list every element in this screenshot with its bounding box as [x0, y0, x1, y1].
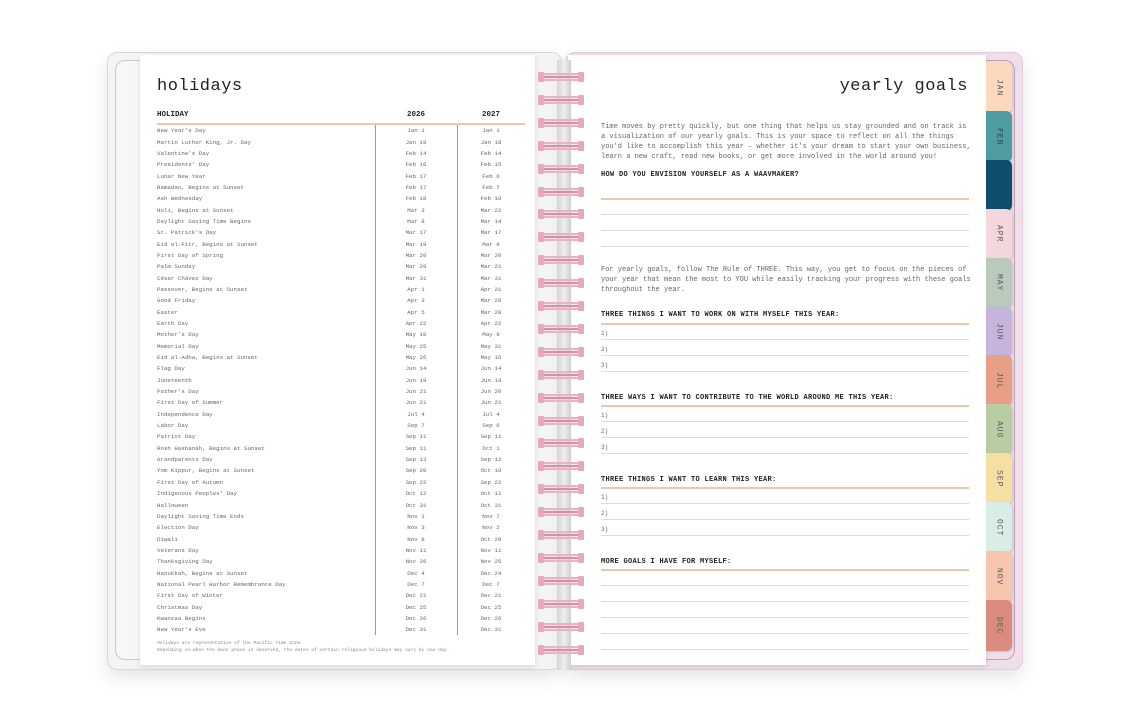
date-2026: Apr 5 [407, 308, 425, 316]
table-row [157, 499, 525, 510]
holidays-table [157, 111, 525, 635]
section-heading-more-goals: MORE GOALS I HAVE FOR MYSELF: [601, 558, 732, 566]
holiday-name: Patriot Day [157, 433, 196, 441]
table-row [157, 272, 525, 283]
goal-line[interactable] [601, 617, 969, 618]
holiday-name: Rosh Hashanah, Begins at Sunset [157, 444, 265, 452]
date-2026: Sep 13 [405, 456, 427, 464]
tab-label: DEC [994, 616, 1004, 635]
date-2026: Feb 18 [405, 195, 427, 203]
date-2026: Apr 22 [405, 320, 427, 328]
holiday-name: First Day of Winter [157, 592, 224, 600]
date-2026: May 25 [405, 342, 427, 350]
goal-line[interactable] [601, 519, 969, 520]
yearly-goals-page [568, 55, 986, 665]
table-row [157, 454, 525, 465]
table-row [157, 386, 525, 397]
spiral-coil [538, 414, 588, 428]
table-row [157, 533, 525, 544]
holiday-name: Veterans Day [157, 546, 199, 554]
tab-aug[interactable] [986, 404, 1012, 455]
date-2027: Sep 6 [482, 422, 500, 430]
date-2026: Jan 1 [407, 127, 425, 135]
table-row [157, 125, 525, 136]
goal-line[interactable] [601, 633, 969, 634]
date-2026: Mar 29 [405, 263, 427, 271]
date-2027: Sep 12 [480, 456, 502, 464]
holiday-name: Kwanzaa Begins [157, 614, 206, 622]
date-2026: Feb 16 [405, 161, 427, 169]
table-row [157, 443, 525, 454]
holiday-name: Valentine's Day [157, 149, 210, 157]
table-row [157, 397, 525, 408]
table-row [157, 307, 525, 318]
table-row [157, 601, 525, 612]
date-2027: Mar 28 [480, 308, 502, 316]
table-row [157, 170, 525, 181]
table-row [157, 136, 525, 147]
holiday-name: Presidents' Day [157, 161, 210, 169]
page-title: yearly goals [839, 77, 968, 96]
table-row [157, 216, 525, 227]
date-2026: Jun 19 [405, 376, 427, 384]
tab-label: NOV [994, 567, 1004, 586]
date-2026: Nov 3 [407, 524, 425, 532]
table-row [157, 193, 525, 204]
date-2026: Apr 1 [407, 285, 425, 293]
table-body [157, 125, 525, 635]
date-2027: Oct 31 [480, 501, 502, 509]
goal-line[interactable] [601, 371, 969, 372]
date-2027: Jun 21 [480, 399, 502, 407]
date-2026: Mar 20 [405, 251, 427, 259]
date-2027: Nov 2 [482, 524, 500, 532]
date-2026: Dec 4 [407, 569, 425, 577]
table-row [157, 318, 525, 329]
date-2027: Dec 24 [480, 569, 502, 577]
spiral-coil [538, 253, 588, 267]
spiral-coil [538, 139, 588, 153]
table-row [157, 250, 525, 261]
footnote: Holidays are representative of the Pacific Time Zone. [157, 641, 304, 646]
date-2027: Dec 25 [480, 603, 502, 611]
date-2027: Oct 11 [480, 490, 502, 498]
date-2027: Nov 11 [480, 546, 502, 554]
holiday-name: Eid al-Adha, Begins at Sunset [157, 354, 258, 362]
tab-mar[interactable] [986, 160, 1012, 211]
spiral-coil [538, 345, 588, 359]
goal-line[interactable] [601, 437, 969, 438]
table-row [157, 204, 525, 215]
tab-jan[interactable] [986, 62, 1012, 113]
date-2026: Feb 17 [405, 172, 427, 180]
table-header [157, 111, 525, 125]
table-row [157, 556, 525, 567]
holiday-name: Eid al-Fitr, Begins at Sunset [157, 240, 258, 248]
table-row [157, 579, 525, 590]
goal-line[interactable] [601, 339, 969, 340]
date-2027: Apr 22 [480, 320, 502, 328]
holiday-name: Ash Wednesday [157, 195, 203, 203]
spiral-coil [538, 482, 588, 496]
date-2027: Nov 25 [480, 558, 502, 566]
section-heading-self: THREE THINGS I WANT TO WORK ON WITH MYSELF THIS YEAR: [601, 311, 840, 319]
table-row [157, 567, 525, 578]
date-2027: Mar 31 [480, 274, 502, 282]
envision-question: HOW DO YOU ENVISION YOURSELF AS A WAAVMAKER? [601, 171, 800, 179]
holiday-name: First Day of Spring [157, 251, 224, 259]
table-row [157, 159, 525, 170]
spiral-coil [538, 93, 588, 107]
spiral-coil [538, 368, 588, 382]
table-row [157, 238, 525, 249]
date-2027: Apr 21 [480, 285, 502, 293]
holiday-name: Ramadan, Begins at Sunset [157, 183, 244, 191]
holiday-name: Christmas Day [157, 603, 203, 611]
date-2027: Feb 10 [480, 195, 502, 203]
intro-text: Time moves by pretty quickly, but one thing that helps us stay grounded and on track is a visualization of our yearly goals. This is your space to reflect on all the things you'd like to accomplish this year – whether it's your dream to start your own business, learn a new craft, read new books, or get more involved in the world around you! [601, 123, 971, 161]
date-2027: Jun 20 [480, 388, 502, 396]
spiral-coil [538, 436, 588, 450]
goal-number: 1) [601, 494, 609, 501]
holiday-name: Hanukkah, Begins at Sunset [157, 569, 248, 577]
holiday-name: Father's Day [157, 388, 199, 396]
date-2027: Dec 21 [480, 592, 502, 600]
date-2027: Feb 6 [482, 172, 500, 180]
goal-line[interactable] [601, 355, 969, 356]
holiday-name: Halloween [157, 501, 189, 509]
column-divider [375, 125, 376, 635]
date-2027: Jun 14 [480, 365, 502, 373]
holidays-page [140, 55, 535, 665]
date-2026: Mar 8 [407, 217, 425, 225]
date-2026: Sep 7 [407, 422, 425, 430]
tab-label: MAY [994, 274, 1004, 292]
goal-number: 2) [601, 346, 609, 353]
date-2027: Oct 10 [480, 467, 502, 475]
date-2026: Jun 21 [405, 399, 427, 407]
goal-line[interactable] [601, 585, 969, 586]
date-2026: Feb 14 [405, 149, 427, 157]
holiday-name: Labor Day [157, 422, 189, 430]
spiral-coil [538, 276, 588, 290]
goal-number: 2) [601, 510, 609, 517]
tab-label: MAR [994, 176, 1004, 194]
table-row [157, 295, 525, 306]
answer-line[interactable] [601, 214, 969, 215]
date-2027: May 9 [482, 331, 500, 339]
tab-label: SEP [994, 469, 1004, 488]
spiral-coil [538, 391, 588, 405]
date-2027: Jan 18 [480, 138, 502, 146]
date-2026: Sep 11 [405, 433, 427, 441]
holiday-name: Easter [157, 308, 178, 316]
goal-number: 2) [601, 428, 609, 435]
date-2027: Dec 31 [480, 626, 502, 634]
date-2027: Mar 14 [480, 217, 502, 225]
date-2026: May 26 [405, 354, 427, 362]
spiral-coil [538, 299, 588, 313]
holiday-name: Martin Luther King, Jr. Day [157, 138, 251, 146]
table-row [157, 409, 525, 420]
table-row [157, 363, 525, 374]
date-2026: Sep 20 [405, 467, 427, 475]
spiral-coil [538, 574, 588, 588]
holiday-name: Yom Kippur, Begins at Sunset [157, 467, 255, 475]
date-2027: Oct 29 [480, 535, 502, 543]
holiday-name: Holi, Begins at Sunset [157, 206, 234, 214]
goal-number: 1) [601, 412, 609, 419]
date-2026: Mar 19 [405, 240, 427, 248]
table-row [157, 590, 525, 601]
column-header-2026: 2026 [406, 111, 425, 119]
date-2026: Sep 22 [405, 478, 427, 486]
tab-sep[interactable] [986, 453, 1012, 504]
tab-label: JUN [994, 323, 1004, 341]
date-2026: Dec 21 [405, 592, 427, 600]
holiday-name: Good Friday [157, 297, 196, 305]
date-2026: Feb 17 [405, 183, 427, 191]
date-2027: Mar 17 [480, 229, 502, 237]
goal-line[interactable] [601, 535, 969, 536]
date-2026: Sep 11 [405, 444, 427, 452]
date-2026: Dec 31 [405, 626, 427, 634]
table-row [157, 613, 525, 624]
date-2027: Mar 20 [480, 251, 502, 259]
holiday-name: St. Patrick's Day [157, 229, 217, 237]
tab-label: APR [994, 225, 1004, 243]
date-2026: Apr 3 [407, 297, 425, 305]
answer-line[interactable] [601, 246, 969, 247]
column-header-2027: 2027 [481, 111, 500, 119]
date-2026: Mar 3 [407, 206, 425, 214]
section-rule [601, 323, 969, 325]
table-row [157, 329, 525, 340]
spiral-coil [538, 643, 588, 657]
holiday-name: National Pearl Harbor Remembrance Day [157, 580, 286, 588]
date-2026: Nov 1 [407, 512, 425, 520]
date-2027: Dec 26 [480, 614, 502, 622]
tab-apr[interactable] [986, 209, 1012, 260]
footnotes [157, 640, 449, 654]
date-2027: Jun 19 [480, 376, 502, 384]
table-row [157, 341, 525, 352]
date-2027: May 16 [480, 354, 502, 362]
column-divider [457, 125, 458, 635]
tab-label: JAN [994, 78, 1004, 97]
table-row [157, 227, 525, 238]
spiral-coil [538, 116, 588, 130]
date-2026: Dec 7 [407, 580, 425, 588]
date-2026: Dec 26 [405, 614, 427, 622]
goal-line[interactable] [601, 503, 969, 504]
date-2026: Jun 14 [405, 365, 427, 373]
holiday-name: New Year's Day [157, 127, 206, 135]
holiday-name: Memorial Day [157, 342, 199, 350]
goal-number: 1) [601, 330, 609, 337]
section-rule [601, 569, 969, 571]
spiral-coil [538, 185, 588, 199]
spiral-coil [538, 207, 588, 221]
date-2026: Oct 12 [405, 490, 427, 498]
table-row [157, 624, 525, 635]
holiday-name: New Year's Eve [157, 626, 206, 634]
section-rule [601, 487, 969, 489]
table-row [157, 261, 525, 272]
spiral-coil [538, 505, 588, 519]
table-row [157, 431, 525, 442]
spiral-coil [538, 230, 588, 244]
date-2027: Sep 22 [480, 478, 502, 486]
holiday-name: Thanksgiving Day [157, 558, 213, 566]
holiday-name: Juneteenth [157, 376, 192, 384]
spiral-coil [538, 162, 588, 176]
spiral-coil [538, 528, 588, 542]
date-2026: Nov 11 [405, 546, 427, 554]
table-row [157, 420, 525, 431]
holiday-name: Election Day [157, 524, 199, 532]
date-2027: Jan 1 [482, 127, 500, 135]
section-heading-learn: THREE THINGS I WANT TO LEARN THIS YEAR: [601, 476, 777, 484]
tab-label: AUG [994, 421, 1004, 439]
goal-line[interactable] [601, 649, 969, 650]
date-2026: Mar 17 [405, 229, 427, 237]
table-row [157, 148, 525, 159]
table-row [157, 465, 525, 476]
footnote: Depending on when the moon phase is observed, the dates of certain religious holidays may vary by one day. [157, 648, 450, 653]
table-row [157, 511, 525, 522]
section-rule [601, 405, 969, 407]
holiday-name: Lunar New Year [157, 172, 206, 180]
tab-label: JUL [994, 372, 1004, 390]
tab-feb[interactable] [986, 111, 1012, 162]
goal-number: 3) [601, 444, 609, 451]
spiral-coil [538, 322, 588, 336]
date-2026: Mar 31 [405, 274, 427, 282]
holiday-name: Indigenous Peoples' Day [157, 490, 238, 498]
date-2027: Oct 1 [482, 444, 500, 452]
date-2026: Jul 4 [407, 410, 425, 418]
tab-oct[interactable] [986, 502, 1012, 553]
date-2027: Nov 7 [482, 512, 500, 520]
date-2027: Mar 22 [480, 206, 502, 214]
date-2027: Jul 4 [482, 410, 500, 418]
holiday-name: César Chávez Day [157, 274, 213, 282]
tab-label: FEB [994, 127, 1004, 146]
spiral-coil [538, 597, 588, 611]
rule-of-three-text: For yearly goals, follow The Rule of THREE. This way, you get to focus on the pieces of your year that mean the most to YOU while easily tracking your progress with these goals throughout the year. [601, 266, 971, 294]
holiday-name: First Day of Autumn [157, 478, 224, 486]
column-header-holiday: HOLIDAY [157, 111, 189, 119]
date-2026: Dec 25 [405, 603, 427, 611]
goal-line[interactable] [601, 421, 969, 422]
holiday-name: Earth Day [157, 320, 189, 328]
holiday-name: Independence Day [157, 410, 213, 418]
tab-may[interactable] [986, 258, 1012, 309]
answer-line[interactable] [601, 230, 969, 231]
table-row [157, 522, 525, 533]
date-2026: Nov 8 [407, 535, 425, 543]
date-2026: Jan 19 [405, 138, 427, 146]
holiday-name: Palm Sunday [157, 263, 196, 271]
tab-jul[interactable] [986, 355, 1012, 406]
date-2027: Mar 9 [482, 240, 500, 248]
date-2027: Feb 7 [482, 183, 500, 191]
table-row [157, 545, 525, 556]
date-2026: May 10 [405, 331, 427, 339]
table-row [157, 182, 525, 193]
spiral-coil [538, 620, 588, 634]
tab-dec[interactable] [986, 600, 1012, 651]
holiday-name: First Day of Summer [157, 399, 224, 407]
table-row [157, 375, 525, 386]
date-2026: Jun 21 [405, 388, 427, 396]
section-heading-contribute: THREE WAYS I WANT TO CONTRIBUTE TO THE WORLD AROUND ME THIS YEAR: [601, 394, 894, 402]
table-row [157, 352, 525, 363]
tab-nov[interactable] [986, 551, 1012, 602]
table-row [157, 284, 525, 295]
table-row [157, 488, 525, 499]
date-2026: Oct 31 [405, 501, 427, 509]
date-2027: Feb 15 [480, 161, 502, 169]
goal-line[interactable] [601, 453, 969, 454]
date-2027: Dec 7 [482, 580, 500, 588]
date-2027: May 31 [480, 342, 502, 350]
goal-line[interactable] [601, 601, 969, 602]
date-2026: Nov 26 [405, 558, 427, 566]
holiday-name: Passover, Begins at Sunset [157, 285, 248, 293]
date-2027: Mar 21 [480, 263, 502, 271]
holiday-name: Flag Day [157, 365, 185, 373]
answer-line[interactable] [601, 198, 969, 200]
tab-jun[interactable] [986, 307, 1012, 358]
holiday-name: Daylight Saving Time Ends [157, 512, 244, 520]
date-2027: Feb 14 [480, 149, 502, 157]
holiday-name: Diwali [157, 535, 178, 543]
goal-number: 3) [601, 362, 609, 369]
page-title: holidays [157, 77, 243, 96]
date-2027: Sep 11 [480, 433, 502, 441]
spiral-coil [538, 551, 588, 565]
holiday-name: Mother's Day [157, 331, 199, 339]
date-2027: Mar 26 [480, 297, 502, 305]
holiday-name: Daylight Saving Time Begins [157, 217, 251, 225]
tab-label: OCT [994, 518, 1004, 537]
goal-number: 3) [601, 526, 609, 533]
holiday-name: Grandparents Day [157, 456, 213, 464]
table-row [157, 477, 525, 488]
spiral-coil [538, 459, 588, 473]
spiral-coil [538, 70, 588, 84]
